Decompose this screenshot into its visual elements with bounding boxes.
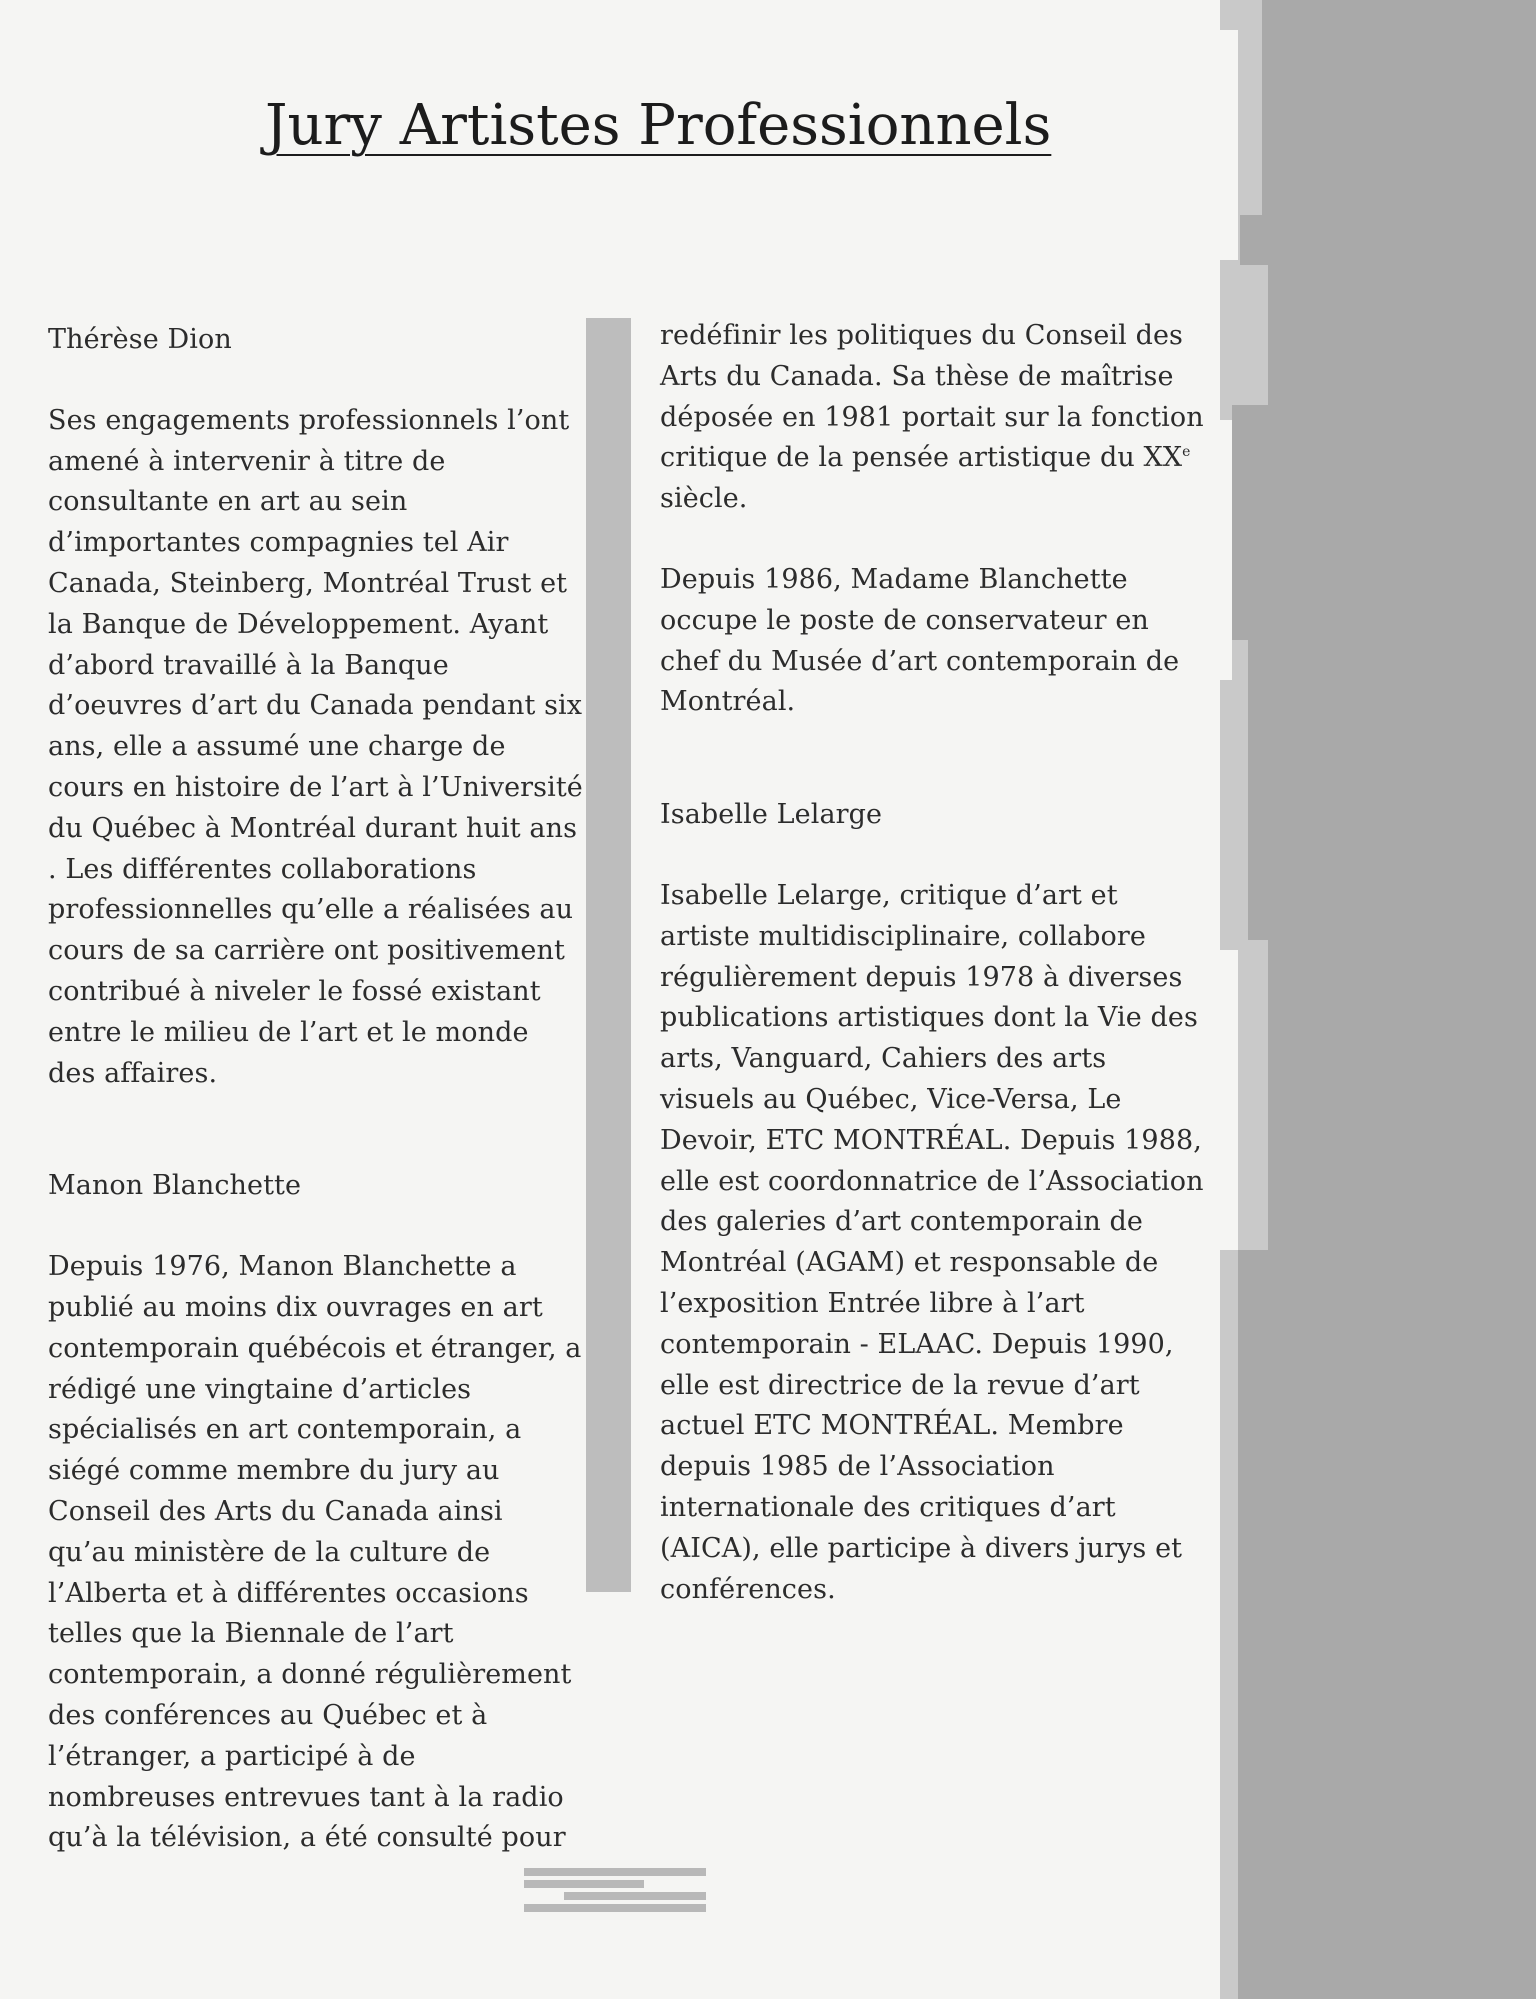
band-white-notch-mid xyxy=(1220,420,1232,680)
page-title: Jury Artistes Professionnels xyxy=(265,93,1052,158)
juror-name-manon-blanchette: Manon Blanchette xyxy=(48,1170,302,1202)
juror-name-therese-dion: Thérèse Dion xyxy=(48,324,232,355)
band-dark-step-shape xyxy=(1232,0,1536,1999)
juror-name-isabelle-lelarge: Isabelle Lelarge xyxy=(660,799,883,831)
ornament-bar-1 xyxy=(524,1868,706,1876)
juror-bio-manon-blanchette-part1: Depuis 1976, Manon Blanchette a publié au moins dix ouvrages en art contemporain québécois et étranger, a rédigé une vingtaine d’articles spécialisés en art contemporain, a siégé comme membre du jury au Conseil des Arts du Canada ainsi qu’au ministère de la culture de l’Alberta et à différentes occasions telles que la Biennale de l’art contemporain, a donné régulièrement des conférences au Québec et à l’étranger, a participé à de nombreuses entrevues tant à la radio qu’à la télévision, a été consulté pour xyxy=(48,1251,582,1854)
juror-bio-manon-blanchette-part3: Depuis 1986, Madame Blanchette occupe le poste de conservateur en chef du Musée d’art contemporain de Montréal. xyxy=(660,563,1180,718)
juror-bio-therese-dion: Ses engagements professionnels l’ont amené à intervenir à titre de consultante en art au sein d’importantes compagnies tel Air Canada, Steinberg, Montréal Trust et la Banque de Développement. Ayant d’abord travaillé à la Banque d’oeuvres d’art du Canada pendant six ans, elle a assumé une charge de cours en histoire de l’art à l’Université du Québec à Montréal durant huit ans . Les différentes collaborations professionnelles qu’elle a réalisées au cours de sa carrière ont positivement contribué à niveler le fossé existant entre le milieu de l’art et le monde des affaires. xyxy=(48,404,583,1089)
ornament-bar-4 xyxy=(524,1904,706,1912)
band-white-notch-low xyxy=(1220,950,1238,1250)
left-column xyxy=(48,320,583,1859)
ornament-bar-3 xyxy=(564,1892,706,1900)
superscript-e: e xyxy=(1182,444,1191,461)
decorative-right-band xyxy=(1220,0,1536,1999)
band-white-notch-top xyxy=(1220,30,1238,260)
footer-ornament xyxy=(524,1868,706,1912)
juror-bio-isabelle-lelarge: Isabelle Lelarge, critique d’art et artiste multidisciplinaire, collabore régulièrement depuis 1978 à diverses publications artistiques dont la Vie des arts, Vanguard, Cahiers des arts visuels au Québec, Vice-Versa, Le Devoir, ETC MONTRÉAL. Depuis 1988, elle est coordonnatrice de l’Association des galeries d’art contemporain de Montréal (AGAM) et responsable de l’exposition Entrée libre à l’art contemporain - ELAAC. Depuis 1990, elle est directrice de la revue d’art actuel ETC MONTRÉAL. Membre depuis 1985 de l’Association internationale des critiques d’art (AICA), elle participe à divers jurys et conférences. xyxy=(660,879,1204,1605)
juror-bio-manon-blanchette-part2: redéfinir les politiques du Conseil des Arts du Canada. Sa thèse de maîtrise déposée en 1981 portait sur la fonction critique de la pensée artistique du XXe siècle. xyxy=(660,320,1204,515)
ornament-bar-2 xyxy=(524,1880,644,1888)
right-column xyxy=(660,316,1205,1610)
column-divider-bar xyxy=(586,318,631,1592)
